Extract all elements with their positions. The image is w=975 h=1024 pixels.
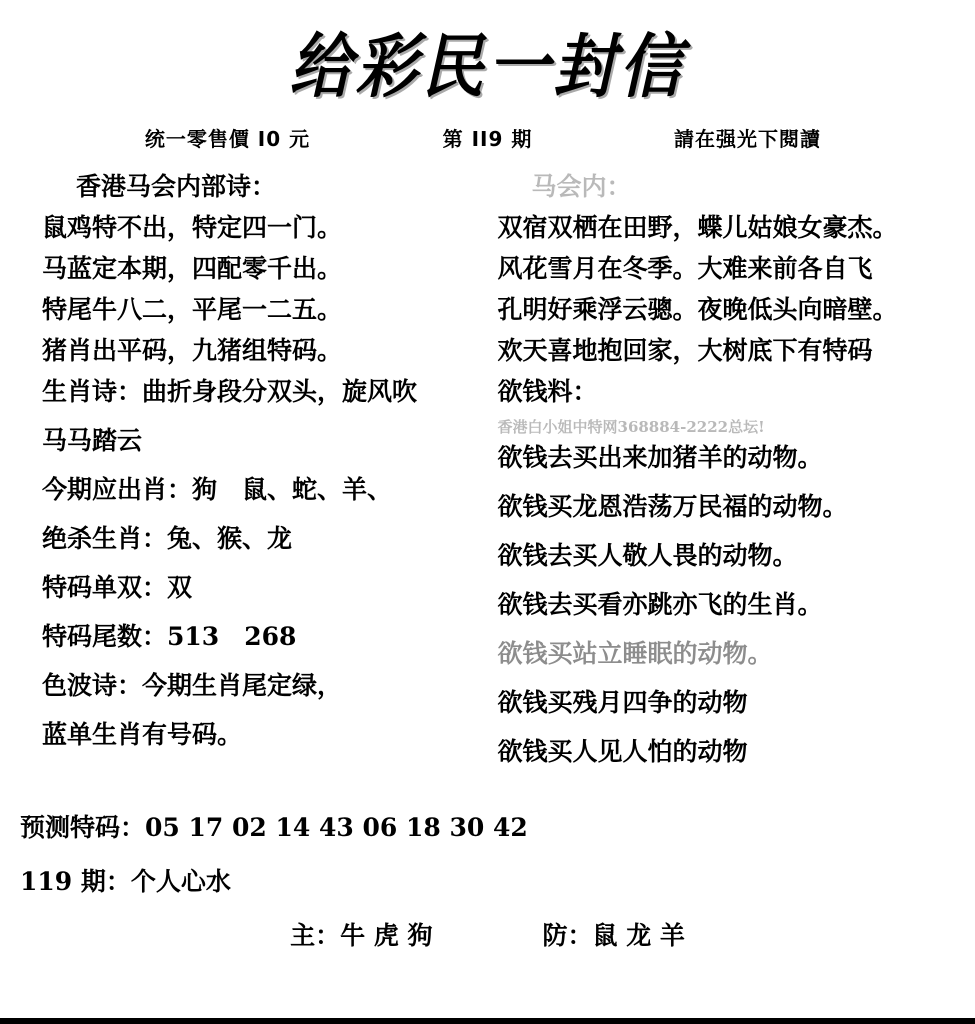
masthead-subbar: [0, 123, 975, 152]
odd-even-label: 特码单双：: [42, 573, 168, 603]
expected-zodiac-label: 今期应出肖：: [42, 475, 193, 505]
left-poem-line: 猪肖出平码，九猪组特码。: [42, 336, 343, 366]
main-picks-value: 牛 虎 狗: [340, 921, 433, 951]
zodiac-poem-label: 生肖诗：曲折身段分双头，旋风吹: [42, 377, 418, 407]
issue-label: 第 II9 期: [442, 127, 533, 152]
reading-notice: 請在强光下閱讀: [674, 127, 821, 152]
right-poem-line: 风花雪月在冬季。大难来前各自飞: [497, 254, 873, 284]
watermark-text: 香港白小姐中特网368884-2222总坛!: [497, 418, 765, 437]
zodiac-poem-line2: 马马踏云: [42, 426, 143, 456]
main-picks-label: 主：: [290, 921, 341, 951]
masthead: [0, 0, 975, 152]
page-title: 给彩民一封信: [289, 25, 686, 108]
left-column: [22, 174, 490, 780]
right-poem-line: 欢天喜地抱回家，大树底下有特码: [497, 336, 873, 366]
desire-line: 欲钱买人见人怕的动物: [497, 737, 748, 767]
right-heading: 马会内：: [531, 172, 632, 202]
guard-picks: [543, 916, 685, 952]
excluded-zodiac-row: [42, 524, 490, 554]
content-columns: [0, 174, 975, 780]
left-poem-line: 特尾牛八二，平尾一二五。: [42, 295, 343, 325]
main-picks: [290, 916, 432, 952]
guard-picks-label: 防：: [542, 921, 593, 951]
left-heading: 香港马会内部诗：: [76, 172, 277, 202]
color-wave-line2: 蓝单生肖有号码。: [42, 720, 243, 750]
price-label: 统一零售價 I0 元: [144, 127, 311, 152]
color-wave-label: 色波诗：今期生肖尾定绿，: [42, 671, 343, 701]
tail-number-row: [42, 622, 490, 652]
right-poem-line: 双宿双栖在田野，蝶儿姑娘女豪杰。: [497, 213, 898, 243]
excluded-zodiac-value: 兔、猴、龙: [167, 524, 293, 554]
desire-line: 欲钱去买人敬人畏的动物。: [497, 541, 798, 571]
right-poem-line: 孔明好乘浮云骢。夜晚低头向暗壁。: [497, 295, 898, 325]
desire-line: 欲钱买龙恩浩荡万民福的动物。: [497, 492, 848, 522]
desire-line: 欲钱买站立睡眠的动物。: [497, 639, 773, 669]
footer-block: [0, 808, 975, 952]
guard-picks-value: 鼠 龙 羊: [592, 921, 685, 951]
forecast-numbers: 05 17 02 14 43 06 18 30 42: [145, 813, 528, 843]
expected-zodiac-value: 狗 鼠、蛇、羊、: [192, 475, 393, 505]
tail-number-value: 513 268: [167, 622, 297, 652]
left-poem-line: 马蓝定本期，四配零千出。: [42, 254, 343, 284]
desire-line: 欲钱去买出来加猪羊的动物。: [497, 443, 823, 473]
expected-zodiac-row: [42, 475, 490, 505]
desire-label: 欲钱料：: [497, 377, 598, 407]
forecast-label: 预测特码：: [20, 813, 146, 843]
odd-even-value: 双: [167, 573, 193, 603]
left-poem-line: 鼠鸡特不出，特定四一门。: [42, 213, 343, 243]
issue-personal-line: 119 期：个人心水: [20, 867, 231, 897]
final-picks: [20, 916, 955, 952]
excluded-zodiac-label: 绝杀生肖：: [42, 524, 168, 554]
right-column: [490, 174, 958, 780]
desire-line: 欲钱买残月四争的动物: [497, 688, 748, 718]
bottom-rule: [0, 1018, 975, 1024]
odd-even-row: [42, 573, 490, 603]
forecast-row: [20, 808, 955, 844]
tail-number-label: 特码尾数：: [42, 622, 168, 652]
desire-line: 欲钱去买看亦跳亦飞的生肖。: [497, 590, 823, 620]
